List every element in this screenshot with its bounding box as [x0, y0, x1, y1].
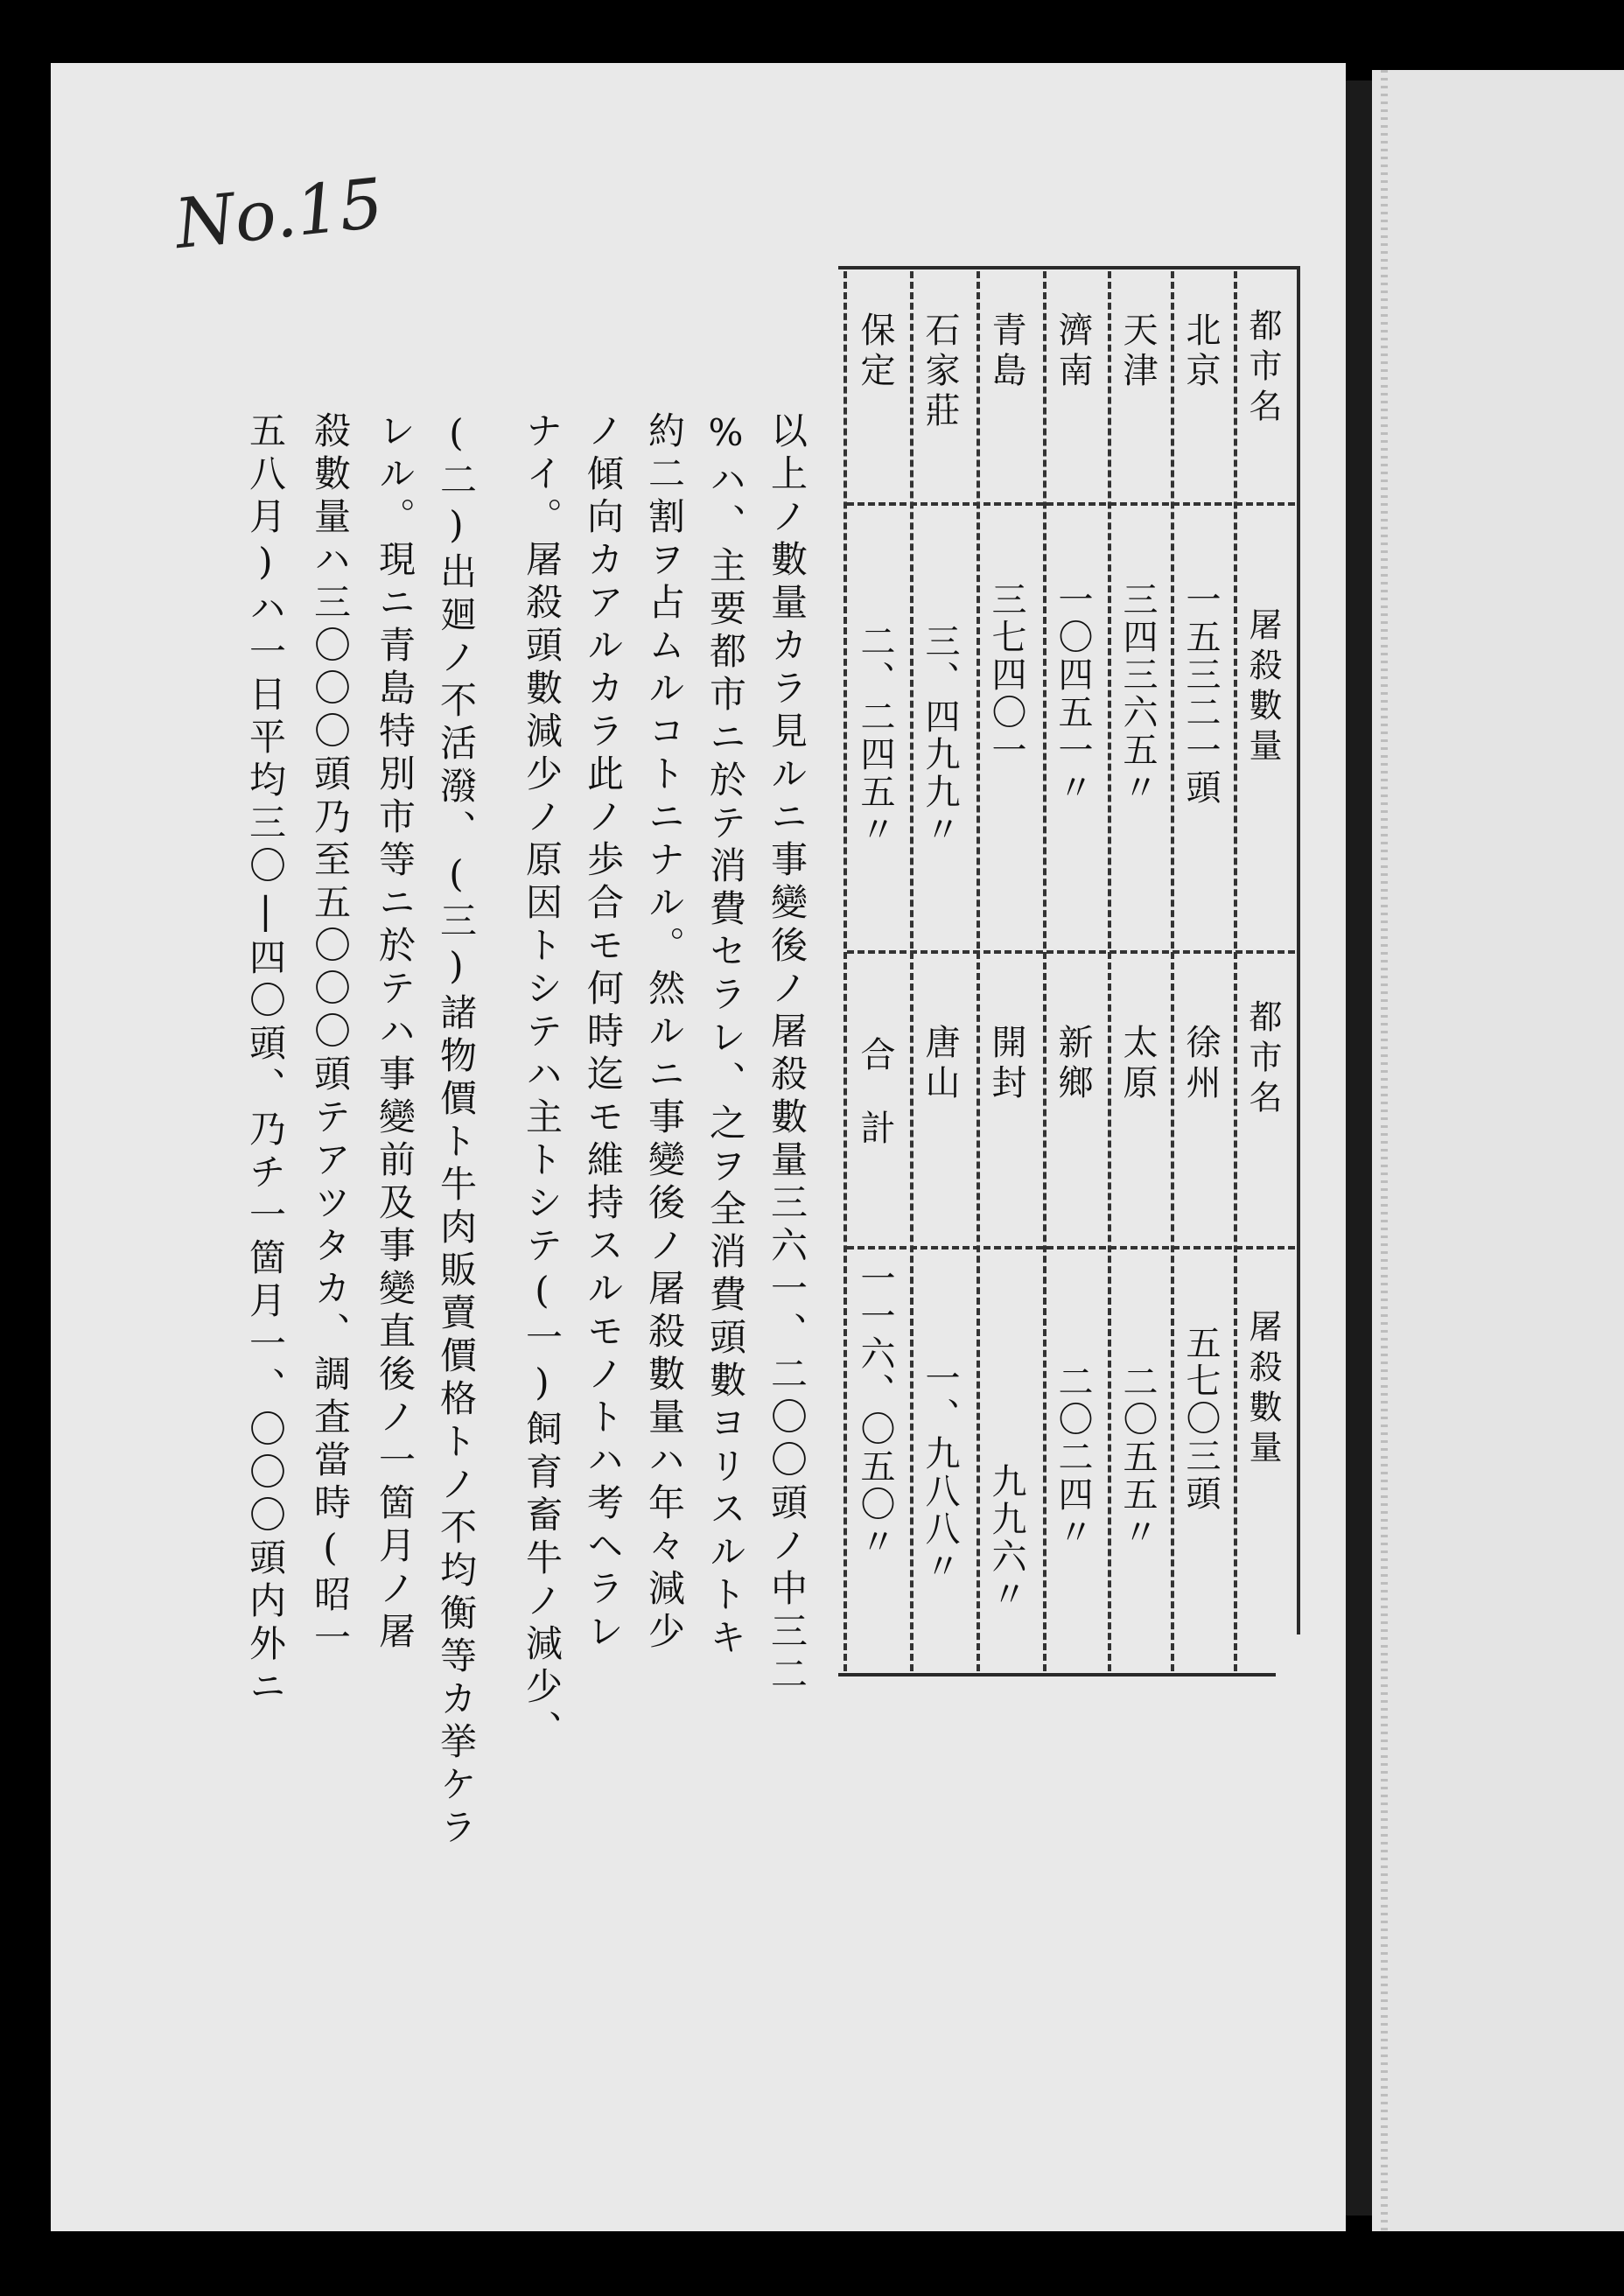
city-cell: 石家莊: [920, 312, 960, 432]
table-top-rule: [838, 266, 1300, 270]
count-cell: 一五三二一頭: [1180, 581, 1221, 807]
header-city-name-1: 都市名: [1243, 308, 1282, 429]
count-cell: 三七四〇一: [986, 581, 1026, 769]
column-rule-3: [1043, 271, 1046, 1671]
text-line: 殺數量ハ三〇〇〇頭乃至五〇〇〇頭テアツタカ、調査當時(昭一: [309, 411, 352, 1661]
page-number: No.15: [171, 164, 387, 265]
city-cell: 徐州: [1180, 1024, 1221, 1104]
count-cell: 二、二四五〃: [855, 623, 895, 849]
column-rule-1: [910, 271, 914, 1671]
city-cell: 保定: [855, 312, 895, 392]
count-cell: 一〇四五一〃: [1053, 581, 1093, 807]
count-cell: 二〇五五〃: [1117, 1363, 1158, 1551]
city-cell: 青島: [986, 312, 1026, 392]
table-left-rule: [844, 271, 847, 1671]
column-rule-6: [1234, 271, 1237, 1671]
column-rule-5: [1171, 271, 1174, 1671]
text-line: 五八月)ハ一日平均三〇|四〇頭、乃チ一箇月一、〇〇〇頭内外ニ: [244, 411, 287, 1710]
header-divider-2: [847, 1246, 1295, 1250]
city-cell: 北京: [1180, 312, 1221, 392]
text-line: ノ傾向カアルカラ此ノ歩合モ何時迄モ維持スルモノトハ考ヘラレ: [582, 411, 625, 1655]
total-count-cell: 一一六、〇五〇〃: [855, 1260, 895, 1561]
table-right-rule: [1297, 266, 1300, 1634]
facing-page-edge: [1381, 70, 1388, 2231]
facing-page: [1372, 70, 1624, 2231]
text-line: レル。現ニ青島特別市等ニ於テハ事變前及事變直後ノ一箇月ノ屠: [374, 411, 416, 1655]
count-cell: 二〇二四〃: [1053, 1363, 1093, 1551]
text-line: 約二割ヲ占ムルコトニナル。然ルニ事變後ノ屠殺數量ハ年々減少: [643, 411, 686, 1655]
header-slaughter-count-1: 屠殺數量: [1243, 607, 1282, 768]
text-line: ナイ。屠殺頭數減少ノ原因トシテハ主トシテ(一)飼育畜牛ノ減少、: [521, 411, 564, 1753]
column-rule-4: [1108, 271, 1111, 1671]
city-cell: 太原: [1117, 1024, 1158, 1104]
city-cell: 唐山: [920, 1024, 960, 1104]
column-rule-2: [976, 271, 980, 1671]
count-cell: 五七〇三頭: [1180, 1325, 1221, 1513]
header-city-name-2: 都市名: [1243, 999, 1282, 1120]
count-cell: 三四三六五〃: [1117, 581, 1158, 807]
text-line: %ハ、主要都市ニ於テ消費セラレ、之ヲ全消費頭數ヨリスルトキ: [704, 411, 747, 1661]
city-cell: 天津: [1117, 312, 1158, 392]
book-spine: [1346, 80, 1372, 2216]
header-divider-1: [847, 502, 1295, 506]
text-line: 以上ノ數量カラ見ルニ事變後ノ屠殺數量三六一、二〇〇頭ノ中三二: [766, 411, 808, 1698]
count-cell: 三、四九九〃: [920, 623, 960, 849]
count-cell: 九九六〃: [986, 1463, 1026, 1614]
group-divider: [847, 950, 1295, 954]
text-line: (二)出廻ノ不活潑、(三)諸物價ト牛肉販賣價格トノ不均衡等カ挙ケラ: [435, 411, 478, 1851]
city-cell: 濟南: [1053, 312, 1093, 392]
city-cell: 開封: [986, 1024, 1026, 1104]
count-cell: 一、九八八〃: [920, 1360, 960, 1586]
table-bottom-rule: [838, 1673, 1276, 1676]
total-label-cell: 合計: [855, 1036, 895, 1183]
city-cell: 新鄉: [1053, 1024, 1093, 1104]
header-slaughter-count-2: 屠殺數量: [1243, 1309, 1282, 1470]
